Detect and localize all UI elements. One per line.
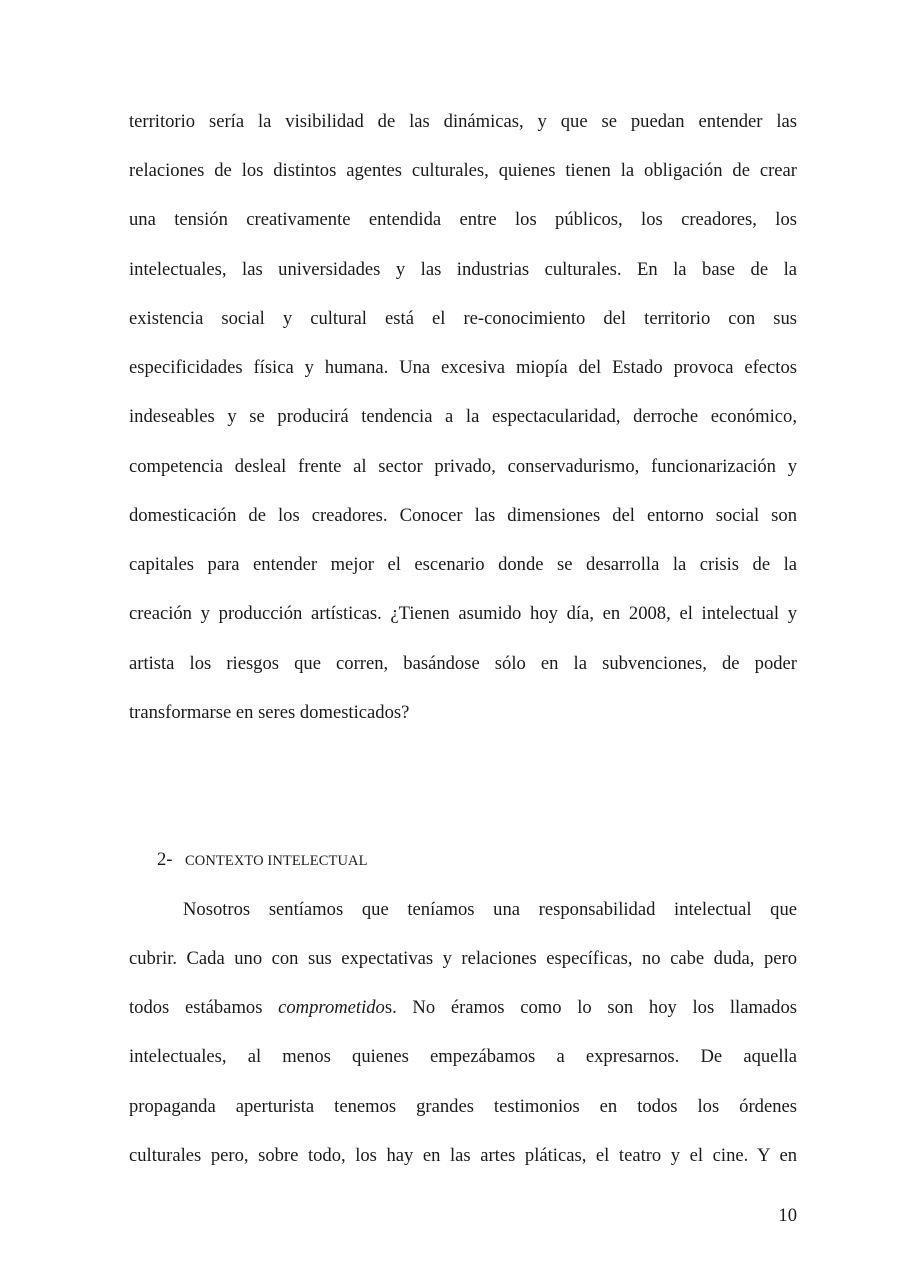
text-span: s. No éramos como lo son hoy los llamados xyxy=(384,997,797,1018)
section-title: CONTEXTO INTELECTUAL xyxy=(185,853,368,869)
text-line: intelectuales, las universidades y las industrias culturales. En la base de la xyxy=(129,259,797,280)
text-line: domesticación de los creadores. Conocer las dimensiones del entorno social son xyxy=(129,505,797,526)
text-line: una tensión creativamente entendida entre los públicos, los creadores, los xyxy=(129,209,797,230)
text-line: intelectuales, al menos quienes empezábamos a expresarnos. De aquella xyxy=(129,1046,797,1067)
text-line: existencia social y cultural está el re-conocimiento del territorio con sus xyxy=(129,308,797,329)
text-span: todos estábamos xyxy=(129,997,279,1018)
text-line: territorio sería la visibilidad de las dinámicas, y que se puedan entender las xyxy=(129,111,797,132)
text-line: propaganda aperturista tenemos grandes testimonios en todos los órdenes xyxy=(129,1096,797,1117)
text-line: creación y producción artísticas. ¿Tienen asumido hoy día, en 2008, el intelectual y xyxy=(129,603,797,624)
text-line: cubrir. Cada uno con sus expectativas y relaciones específicas, no cabe duda, pero xyxy=(129,948,797,969)
section-heading xyxy=(157,848,368,873)
text-line: capitales para entender mejor el escenario donde se desarrolla la crisis de la xyxy=(129,554,797,575)
italic-term: comprometido xyxy=(278,997,385,1018)
page-number: 10 xyxy=(778,1205,797,1226)
text-line: relaciones de los distintos agentes culturales, quienes tienen la obligación de crear xyxy=(129,160,797,181)
text-line: artista los riesgos que corren, basándose sólo en la subvenciones, de poder xyxy=(129,653,797,674)
section-number: 2- xyxy=(157,849,173,870)
text-line: transformarse en seres domesticados? xyxy=(129,702,410,723)
text-line: culturales pero, sobre todo, los hay en las artes pláticas, el teatro y el cine. Y en xyxy=(129,1145,797,1166)
text-line: especificidades física y humana. Una excesiva miopía del Estado provoca efectos xyxy=(129,357,797,378)
text-line xyxy=(129,996,797,1020)
text-line: indeseables y se producirá tendencia a la espectacularidad, derroche económico, xyxy=(129,406,797,427)
text-line: competencia desleal frente al sector privado, conservadurismo, funcionarización y xyxy=(129,456,797,477)
text-line: Nosotros sentíamos que teníamos una responsabilidad intelectual que xyxy=(183,899,797,920)
